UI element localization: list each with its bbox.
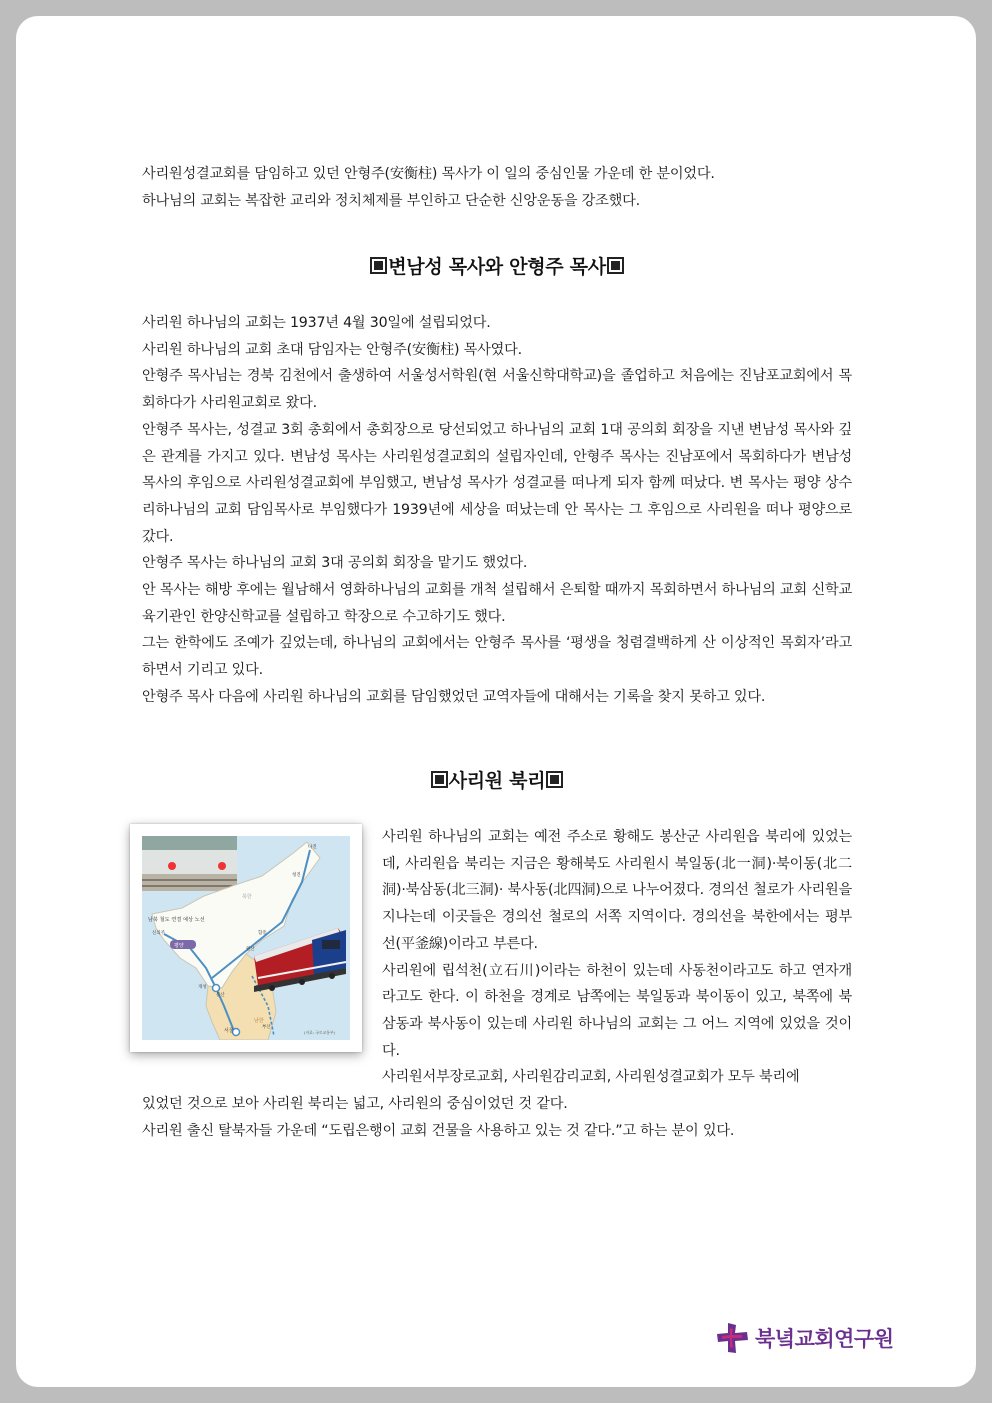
paragraph: 그는 한학에도 조예가 깊었는데, 하나님의 교회에서는 안형주 목사를 ‘평생을 청렴결백하게 산 이상적인 목회자’라고 하면서 기리고 있다.	[142, 635, 852, 679]
square-bullet-icon	[546, 771, 563, 788]
intro-paragraph: 하나님의 교회는 복잡한 교리와 정치체제를 부인하고 단순한 신앙운동을 강조했다.	[142, 192, 640, 209]
map-label-sinuiju: 신의주	[152, 931, 166, 936]
paragraph: 사리원서부장로교회, 사리원감리교회, 사리원성결교회가 모두 북리에	[382, 1069, 800, 1086]
map-label-seoul: 서울	[224, 1028, 234, 1034]
logo-text: 북녘교회연구원	[755, 1327, 894, 1351]
paragraph: 사리원 하나님의 교회는 예전 주소로 황해도 봉산군 사리원읍 북리에 있었는데, 사리원읍 북리는 지금은 황해북도 사리원시 북일동(北一洞)·북이동(北二洞)·북삼동(北三洞)· 북사동(北四洞)으로 나누어졌다. 경의선 철로가 사리원을 지나는데 이곳들은 경의선 철로의 서쪽 지역이다. 경의선을 북한에서는 평부선(平釜線)이라고 부른다.	[382, 829, 852, 952]
map-label-kaesong: 개성	[198, 985, 207, 990]
cross-logo-icon	[716, 1321, 750, 1355]
station-track	[142, 874, 237, 891]
map-label-pyongyang: 평양	[174, 943, 184, 949]
section-title: 변남성 목사와 안형주 목사	[388, 256, 606, 278]
section-title: 사리원 북리	[448, 770, 546, 792]
map-label-wonsan: 원산	[246, 947, 255, 952]
station-roof	[142, 836, 237, 850]
section-body-ministers	[142, 310, 852, 711]
map-title: 남북 철도 연결 예상 노선	[148, 917, 205, 923]
paragraph: 있었던 것으로 보아 사리원 북리는 넓고, 사리원의 중심이었던 것 같다.	[142, 1096, 568, 1112]
map-label-north: 북한	[242, 894, 252, 900]
paragraph: 안형주 목사님는 경북 김천에서 출생하여 서울성서학원(현 서울신학대학교)을 졸업하고 처음에는 진남포교회에서 목회하다가 사리원교회로 왔다.	[142, 368, 852, 412]
paragraph: 안형주 목사는, 성결교 3회 총회에서 총회장으로 당선되었고 하나님의 교회 1대 공의회 회장을 지낸 변남성 목사와 깊은 관계를 가지고 있다. 변남성 목사는 사리원성결교회의 설립자인데, 안형주 목사는 진남포에서 목회하다가 변남성 목사의 후임으로 사리원성결교회에 부임했고, 변남성 목사가 성결교를 떠나게 되자 함께 떠났다. 변 목사는 평양 상수리하나님의 교회 담임목사로 부임했다가 1939년에 세상을 떠났는데 안 목사는 그 후임으로 사리원을 떠나 평양으로 갔다.	[142, 421, 852, 545]
section-body-bukri-full	[142, 1091, 852, 1144]
document-page	[16, 16, 976, 1387]
signal-icon	[218, 862, 226, 870]
section-heading-ministers	[142, 252, 852, 279]
section-body-bukri-wrapped	[382, 824, 852, 1091]
paragraph: 안형주 목사는 하나님의 교회 3대 공의회 회장을 맡기도 했었다.	[142, 555, 528, 572]
intro-paragraph: 사리원성결교회를 담임하고 있던 안형주(安衡柱) 목사가 이 일의 중심인물 가운데 한 분이었다.	[142, 166, 715, 182]
map-label-rajin: 나진	[308, 845, 317, 850]
map-label-munsan: 문산	[216, 993, 225, 998]
signal-icon	[168, 862, 176, 870]
paragraph: 사리원 하나님의 교회 초대 담임자는 안형주(安衡柱) 목사였다.	[142, 341, 522, 358]
paragraph: 안 목사는 해방 후에는 월남해서 영화하나님의 교회를 개척 설립해서 은퇴할 때까지 목회하면서 하나님의 교회 신학교육기관인 한양신학교를 설립하고 학장으로 수고하기도 했다.	[142, 582, 852, 625]
intro-text	[142, 161, 852, 214]
square-bullet-icon	[607, 257, 624, 274]
square-bullet-icon	[370, 257, 387, 274]
section-heading-bukri	[142, 766, 852, 793]
map-label-hamhung: 함흥	[258, 931, 267, 936]
railway-map-figure	[130, 824, 362, 1052]
map-label-chongjin: 청진	[292, 873, 301, 878]
paragraph: 사리원에 립석천(立石川)이라는 하천이 있는데 사동천이라고도 하고 연자개라고도 한다. 이 하천을 경계로 남쪽에는 북일동과 북이동이 있고, 북쪽에 북삼동과 북사동이 있는데 사리원 하나님의 교회는 그 어느 지역에 있었을 것이다.	[382, 962, 852, 1059]
organization-logo	[716, 1321, 894, 1355]
map-label-busan: 부산	[262, 1025, 271, 1030]
square-bullet-icon	[431, 771, 448, 788]
map-label-south: 남한	[254, 1018, 264, 1024]
paragraph: 사리원 출신 탈북자들 가운데 “도립은행이 교회 건물을 사용하고 있는 것 같다.”고 하는 분이 있다.	[142, 1122, 735, 1139]
railway-map-image	[142, 836, 350, 1040]
paragraph: 안형주 목사 다음에 사리원 하나님의 교회를 담임했었던 교역자들에 대해서는 기록을 찾지 못하고 있다.	[142, 688, 766, 705]
paragraph: 사리원 하나님의 교회는 1937년 4월 30일에 설립되었다.	[142, 315, 491, 331]
map-source: (자료: 국토교통부)	[304, 1030, 336, 1035]
